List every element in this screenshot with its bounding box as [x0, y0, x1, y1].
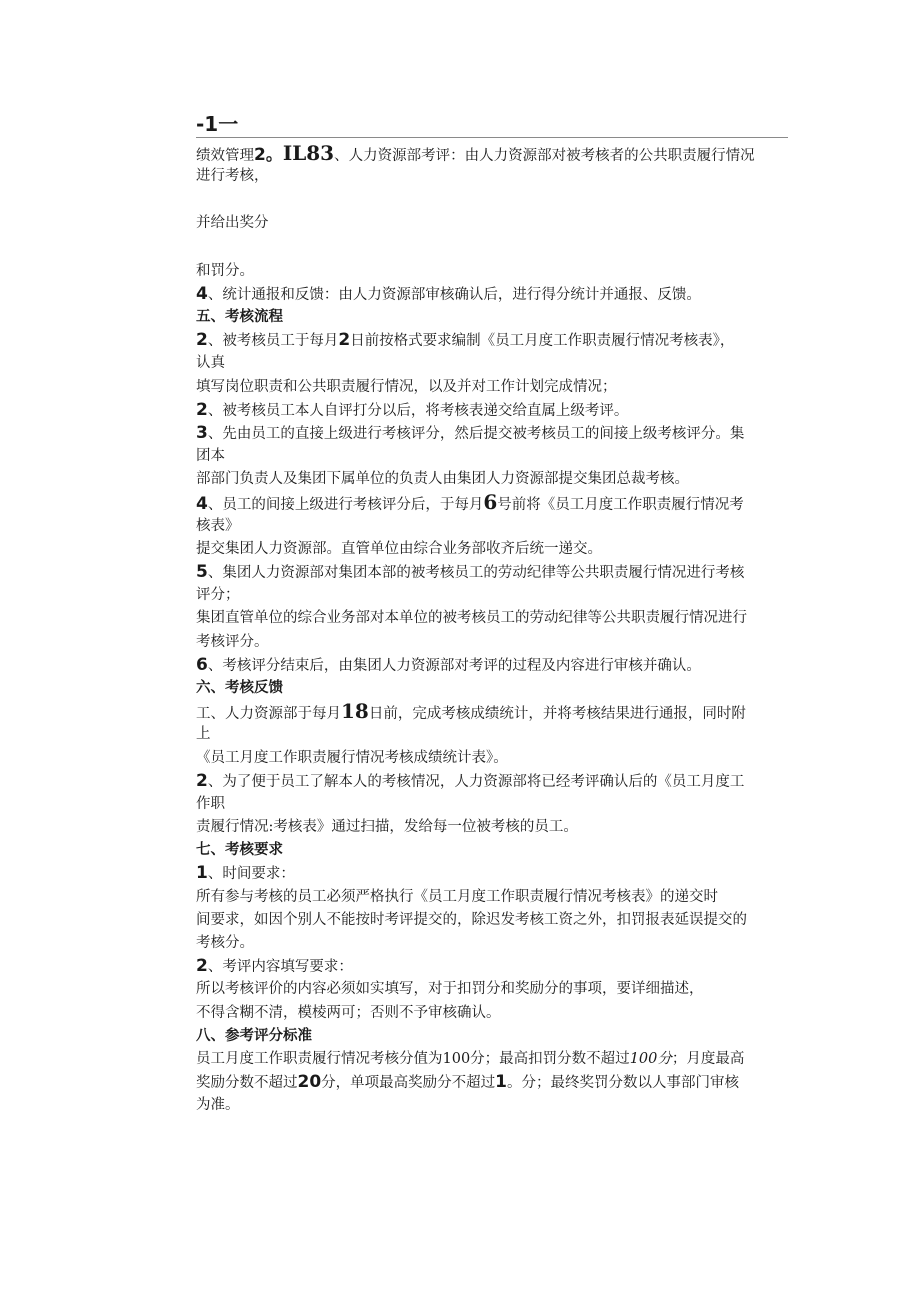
number-run: 2。	[254, 145, 283, 165]
paragraph-line	[196, 955, 788, 978]
text-run: 、先由员工的直接上级进行考核评分，然后提交被考核员工的间接上级考核评分。集	[207, 425, 745, 442]
paragraph-line: 作职	[196, 795, 225, 812]
paragraph-line: 并给出奖分	[196, 215, 269, 232]
text-run: 、集团人力资源部对集团本部的被考核员工的劳动纪律等公共职责履行情况进行考核	[207, 565, 745, 581]
paragraph-line	[196, 1071, 788, 1094]
text-run: 、为了便于员工了解本人的考核情况，人力资源部将已经考评确认后的《员工月度工	[207, 773, 745, 790]
paragraph-line: 团本	[196, 448, 225, 465]
text-run: 、时间要求：	[207, 866, 295, 883]
paragraph-line	[196, 654, 788, 677]
paragraph-line: 考核评分。	[196, 633, 269, 650]
paragraph-line	[196, 283, 788, 306]
paragraph-line	[196, 700, 788, 723]
text-run: 、统计通报和反馈：由人力资源部审核确认后，进行得分统计并通报、反馈。	[207, 286, 701, 303]
text-run: 、员工的间接上级进行考核评分后，于每月	[207, 497, 484, 514]
paragraph-line: 集团直管单位的综合业务部对本单位的被考核员工的劳动纪律等公共职责履行情况进行	[196, 610, 747, 627]
number-run: 18	[341, 699, 369, 724]
number-run: 5	[196, 562, 208, 582]
paragraph-line: 和罚分。	[196, 262, 254, 279]
paragraph-line: 为准。	[196, 1097, 240, 1114]
paragraph-line	[196, 862, 788, 885]
text-run: 工、人力资源部于每月	[196, 706, 341, 723]
text-run: 员工月度工作职责履行情况考核分值为100分；最高扣罚分数不超过	[196, 1050, 630, 1067]
section-heading: 五、考核流程	[196, 308, 283, 325]
number-run: 2	[196, 956, 208, 977]
paragraph-line	[196, 1048, 788, 1071]
italic-run: 100分	[629, 1050, 672, 1067]
text-run: 奖励分数不超过	[196, 1075, 298, 1092]
number-run: 3	[196, 422, 208, 443]
section-heading: 六、考核反馈	[196, 679, 283, 696]
number-run: 2	[338, 330, 351, 351]
paragraph-line: 所以考核评价的内容必须如实填写，对于扣罚分和奖励分的事项，要详细描述，	[196, 981, 704, 998]
spacer	[196, 188, 788, 212]
number-run: 4	[196, 494, 208, 515]
paragraph-line: 不得含糊不清，模棱两可；否则不予审核确认。	[196, 1004, 501, 1021]
page-number: -1一	[196, 112, 239, 136]
number-run: 6	[196, 654, 208, 675]
text-run: 、被考核员工于每月	[207, 333, 339, 350]
paragraph-line: 部部门负责人及集团下属单位的负责人由集团人力资源部提交集团总裁考核。	[196, 471, 689, 488]
paragraph-line	[196, 399, 788, 422]
text-run: 号前将《员工月度工作职责履行情况考	[497, 497, 744, 514]
text-run: 日前按格式要求编制《员工月度工作职责履行情况考核表》，	[350, 333, 735, 350]
paragraph-line	[196, 770, 788, 793]
text-run: 、考核评分结束后，由集团人力资源部对考评的过程及内容进行审核并确认。	[207, 657, 701, 674]
spacer	[196, 236, 788, 260]
paragraph-line	[196, 329, 788, 352]
number-run: 2	[196, 770, 208, 791]
paragraph-line: 提交集团人力资源部。直管单位由综合业务部收齐后统一递交。	[196, 540, 602, 557]
text-run: 。分；最终奖罚分数以人事部门审核	[507, 1075, 740, 1092]
number-run: 2	[196, 330, 208, 351]
number-run: 2	[196, 399, 208, 420]
paragraph-line: 考核分。	[196, 935, 254, 951]
paragraph-line: 《员工月度工作职责履行情况考核成绩统计表》。	[196, 749, 508, 766]
number-run: 20	[297, 1072, 322, 1093]
paragraph-line: 评分；	[196, 587, 240, 604]
paragraph-line: 间要求，如因个别人不能按时考评提交的，除迟发考核工资之外，扣罚报表延误提交的	[196, 911, 747, 928]
paragraph-line: 进行考核，	[196, 168, 269, 185]
text-run: 绩效管理	[196, 148, 254, 164]
paragraph-line: 上	[196, 726, 211, 743]
paragraph-line: 认真	[196, 355, 225, 372]
paragraph-line	[196, 491, 788, 514]
section-heading: 八、参考评分标准	[196, 1027, 312, 1044]
number-run: 1	[196, 863, 208, 884]
text-run: 、人力资源部考评：由人力资源部对被考核者的公共职责履行情况	[334, 148, 755, 164]
paragraph-line: 核表》	[196, 517, 240, 534]
text-run: 、被考核员工本人自评打分以后，将考核表递交给直属上级考评。	[207, 402, 629, 419]
paragraph-line	[196, 561, 788, 584]
document-body	[196, 142, 788, 1118]
header-rule	[196, 137, 788, 138]
text-run: ；月度最高	[671, 1050, 745, 1067]
section-heading: 七、考核要求	[196, 842, 283, 859]
paragraph-line	[196, 142, 788, 165]
number-run: 4	[196, 283, 208, 304]
paragraph-line: 所有参与考核的员工必须严格执行《员工月度工作职责履行情况考核表》的递交时	[196, 888, 718, 905]
number-run: 1	[495, 1072, 508, 1093]
paragraph-line: 责履行情况:考核表》通过扫描，发给每一位被考核的员工。	[196, 819, 578, 836]
paragraph-line: 填写岗位职责和公共职责履行情况，以及并对工作计划完成情况；	[196, 378, 617, 395]
number-run: 6	[483, 490, 498, 515]
paragraph-line	[196, 422, 788, 445]
text-run: 、考评内容填写要求：	[207, 959, 353, 976]
number-run: IL83	[282, 141, 335, 165]
text-run: 分，单项最高奖励分不超过	[321, 1075, 496, 1092]
text-run: 日前，完成考核成绩统计，并将考核结果进行通报，同时附	[368, 706, 746, 723]
